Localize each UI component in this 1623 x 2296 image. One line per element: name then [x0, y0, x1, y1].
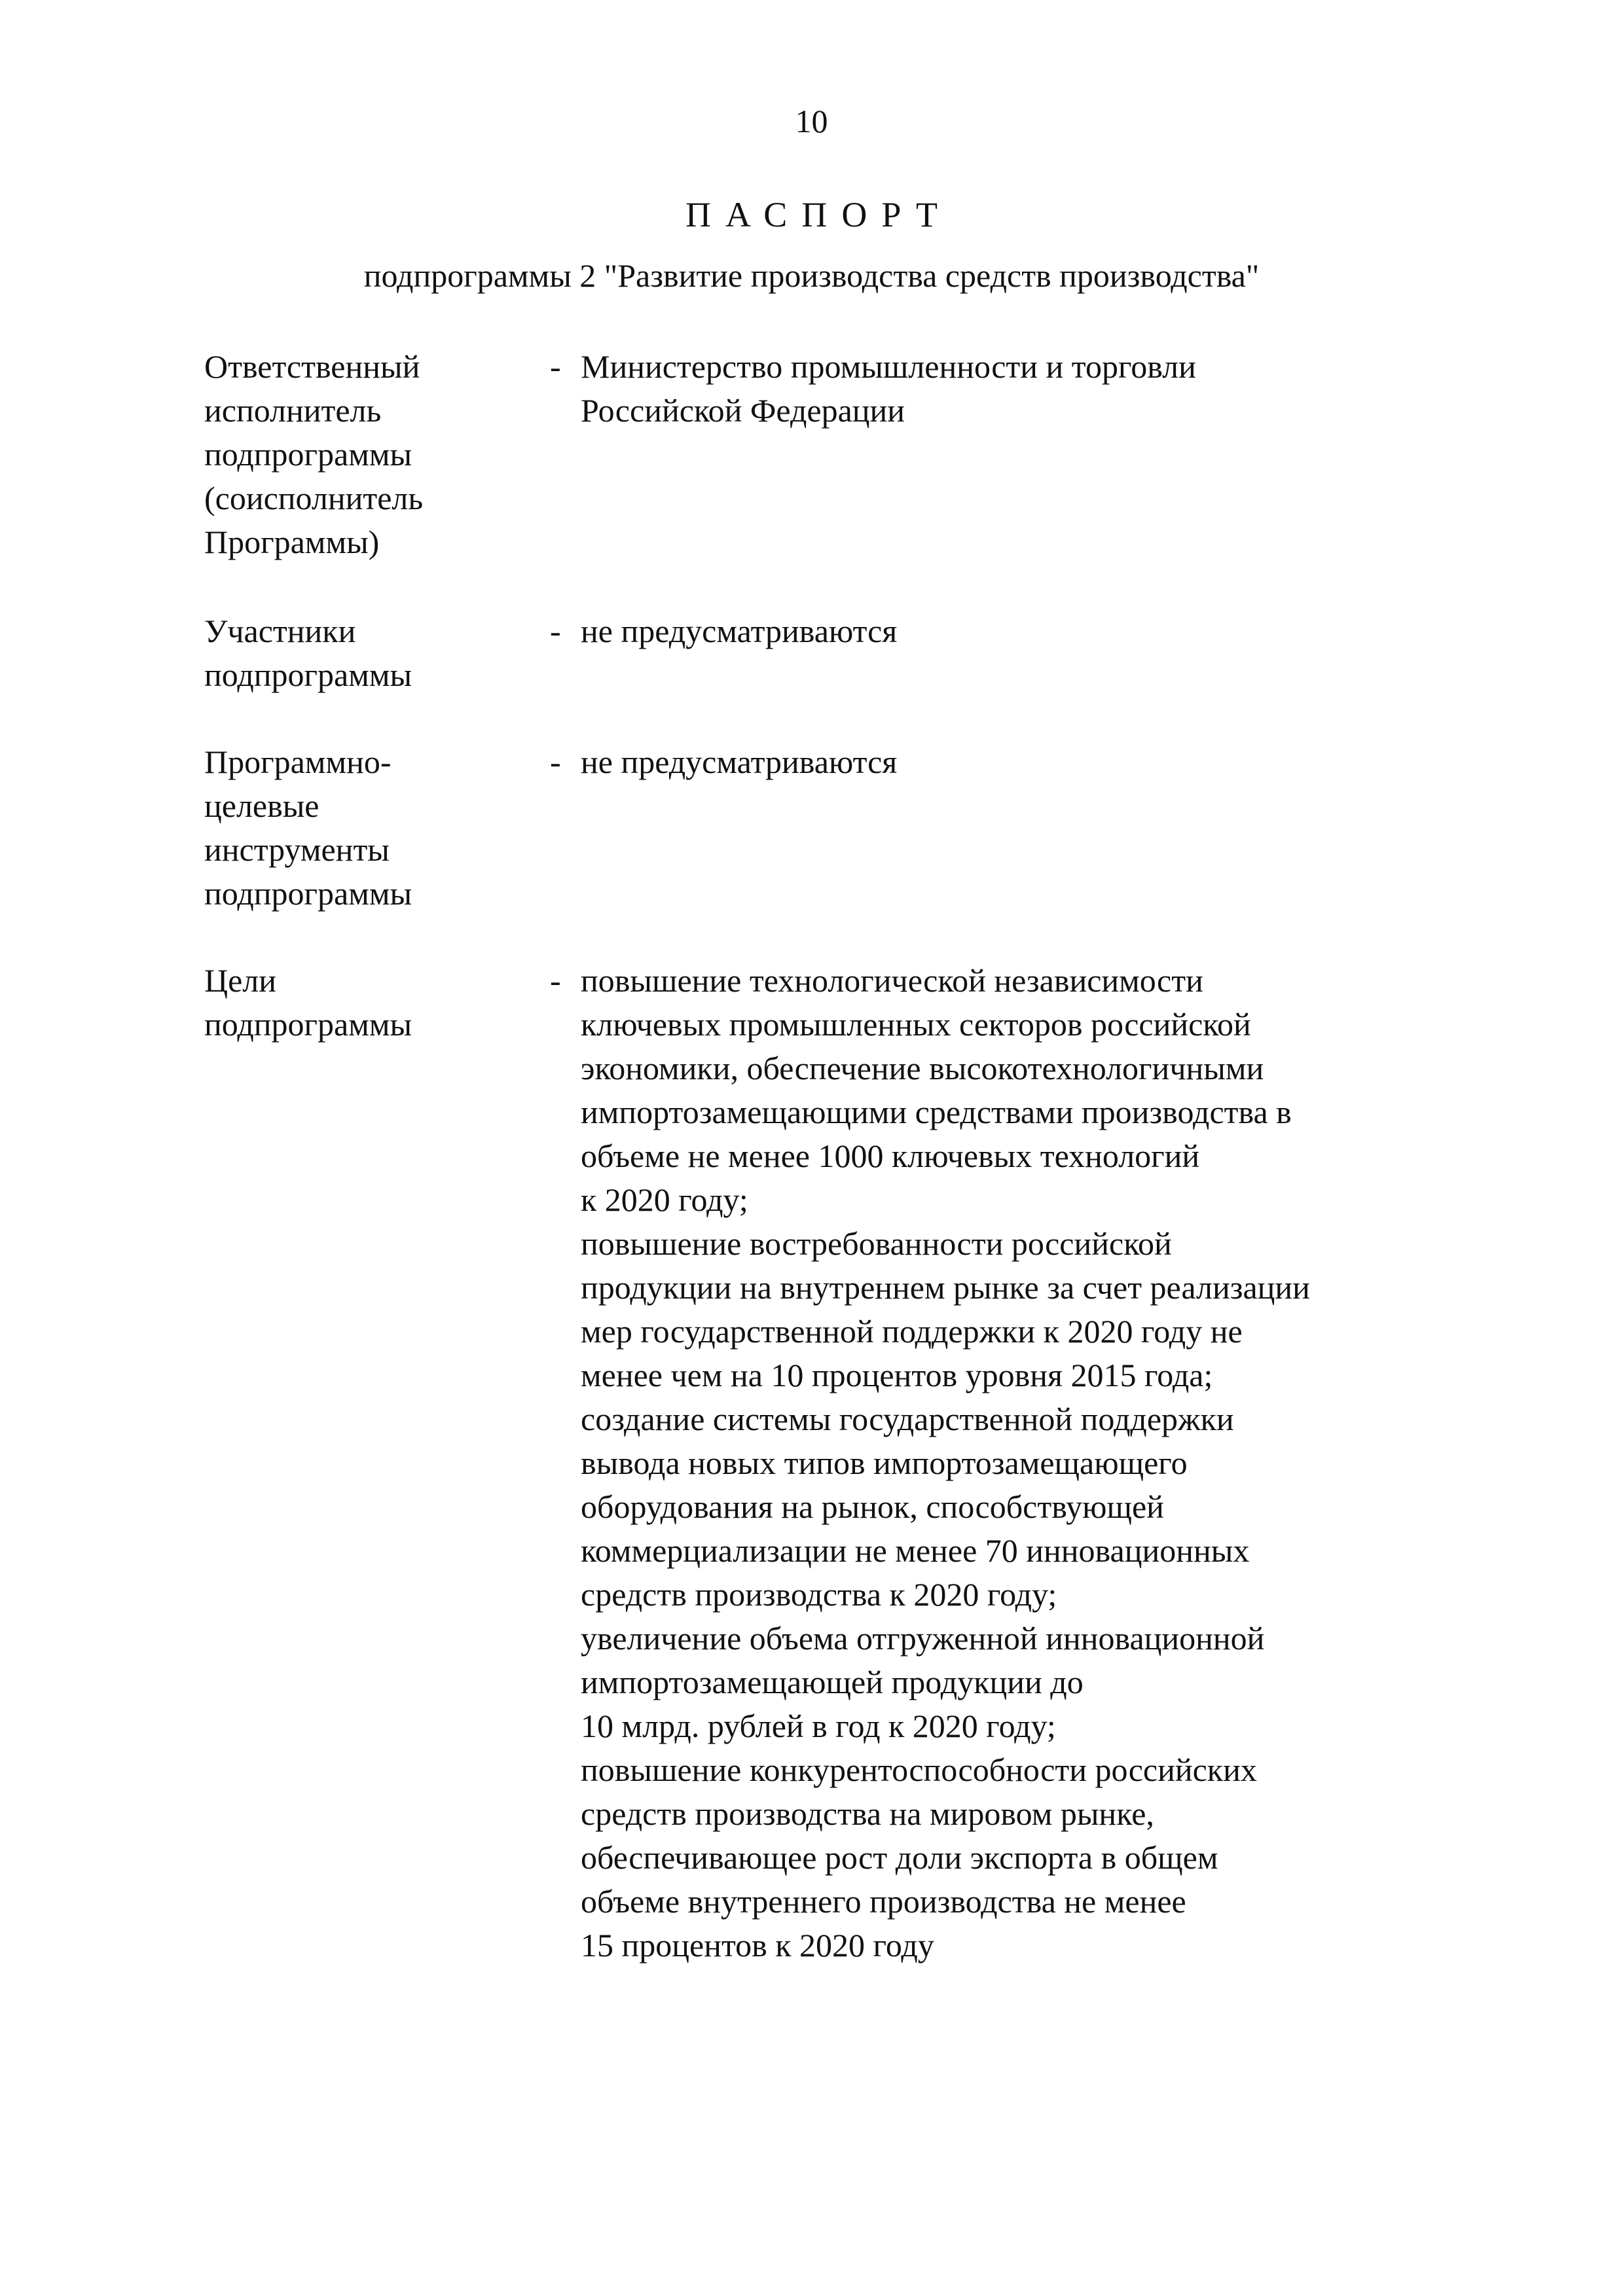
label-line: Цели — [204, 962, 277, 999]
row-dash: - — [550, 348, 561, 385]
row-label — [204, 959, 512, 1047]
row-label — [204, 740, 512, 916]
row-value — [581, 959, 1458, 1967]
row-label — [204, 609, 512, 697]
label-line: целевые — [204, 787, 319, 824]
value-line: не предусматриваются — [581, 744, 898, 780]
row-label — [204, 345, 512, 564]
value-line: повышение технологической независимости — [581, 962, 1203, 999]
page-subtitle: подпрограммы 2 "Развитие производства средств производства" — [363, 257, 1260, 294]
value-line: увеличение объема отгруженной инновационной — [581, 1620, 1265, 1657]
label-line: Программно- — [204, 744, 392, 780]
label-line: Ответственный — [204, 348, 420, 385]
value-line: экономики, обеспечение высокотехнологичными — [581, 1050, 1264, 1086]
label-line: подпрограммы — [204, 875, 412, 912]
label-line: (соисполнитель — [204, 480, 424, 516]
value-line: ключевых промышленных секторов российской — [581, 1006, 1251, 1043]
row-value — [581, 345, 1458, 433]
row-value — [581, 609, 1458, 653]
label-line: исполнитель — [204, 392, 382, 429]
value-line: к 2020 году; — [581, 1181, 748, 1218]
label-line: Программы) — [204, 524, 380, 560]
value-line: импортозамещающей продукции до — [581, 1664, 1084, 1700]
value-line: не предусматриваются — [581, 613, 898, 649]
value-line: продукции на внутреннем рынке за счет реализации — [581, 1269, 1310, 1306]
value-line: обеспечивающее рост доли экспорта в общем — [581, 1839, 1218, 1876]
label-line: Участники — [204, 613, 356, 649]
value-line: объеме не менее 1000 ключевых технологий — [581, 1138, 1200, 1174]
value-line: объеме внутреннего производства не менее — [581, 1883, 1186, 1920]
value-line: средств производства на мировом рынке, — [581, 1795, 1154, 1832]
value-line: импортозамещающими средствами производства в — [581, 1094, 1292, 1130]
value-line: создание системы государственной поддержки — [581, 1401, 1234, 1437]
value-line: Министерство промышленности и торговли — [581, 348, 1196, 385]
value-line: оборудования на рынок, способствующей — [581, 1488, 1164, 1525]
value-line: 10 млрд. рублей в год к 2020 году; — [581, 1708, 1056, 1744]
value-line: мер государственной поддержки к 2020 году не — [581, 1313, 1243, 1350]
row-value — [581, 740, 1458, 784]
row-dash: - — [550, 613, 561, 649]
label-line: подпрограммы — [204, 656, 412, 693]
label-line: подпрограммы — [204, 436, 412, 473]
value-line: коммерциализации не менее 70 инновационных — [581, 1532, 1250, 1569]
value-line: средств производства к 2020 году; — [581, 1576, 1057, 1613]
value-line: вывода новых типов импортозамещающего — [581, 1444, 1188, 1481]
value-line: повышение востребованности российской — [581, 1225, 1172, 1262]
value-line: 15 процентов к 2020 году — [581, 1927, 934, 1964]
row-dash: - — [550, 962, 561, 999]
label-line: подпрограммы — [204, 1006, 412, 1043]
value-line: повышение конкурентоспособности российских — [581, 1751, 1257, 1788]
label-line: инструменты — [204, 831, 390, 868]
value-line: менее чем на 10 процентов уровня 2015 года; — [581, 1357, 1213, 1393]
page-number: 10 — [795, 103, 828, 139]
value-line: Российской Федерации — [581, 392, 905, 429]
row-dash: - — [550, 744, 561, 780]
page-title: ПАСПОРТ — [685, 195, 952, 234]
